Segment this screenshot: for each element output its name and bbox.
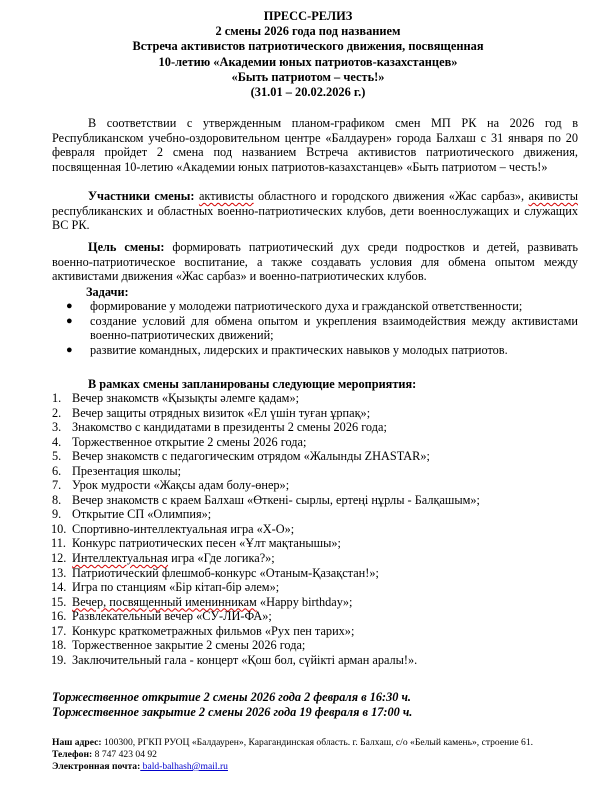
participants-text-2: республиканских и областных военно-патриотических клубов, дети военнослужащих и служащих ВС РК. bbox=[52, 203, 578, 233]
event-number: 18. bbox=[51, 638, 67, 653]
email-line bbox=[52, 761, 533, 773]
participants-text-1: областного и городского движения «Жас сарбаз», bbox=[253, 189, 529, 203]
phone-value: 8 747 423 04 92 bbox=[92, 749, 157, 760]
event-text: Знакомство с кандидатами в президенты 2 смены 2026 года; bbox=[72, 420, 387, 435]
list-item bbox=[52, 536, 578, 551]
event-text: Торжественное открытие 2 смены 2026 года; bbox=[72, 434, 307, 449]
event-number: 8. bbox=[52, 492, 62, 507]
event-text: Патриотический флешмоб-конкурс «Отаным-Қазақстан!»; bbox=[72, 565, 379, 580]
event-text: Заключительный гала - концерт «Қош бол, сүйікті арман аралы!». bbox=[72, 652, 418, 667]
event-number: 11. bbox=[51, 536, 66, 551]
events-list bbox=[52, 391, 578, 667]
event-text: Презентация школы; bbox=[72, 463, 182, 478]
list-item bbox=[52, 478, 578, 493]
header-title: ПРЕСС-РЕЛИЗ bbox=[263, 9, 353, 23]
list-item bbox=[52, 638, 578, 653]
event-text-flagged: Интеллектуальная bbox=[72, 551, 169, 566]
list-item bbox=[52, 595, 578, 610]
event-number: 1. bbox=[52, 391, 62, 405]
closing-ceremony-time: Торжественное закрытие 2 смены 2026 года 19 февраля в 17:00 ч. bbox=[52, 704, 413, 719]
event-text: Конкурс краткометражных фильмов «Рух пен тарих»; bbox=[72, 623, 355, 638]
list-item bbox=[52, 464, 578, 479]
event-number: 5. bbox=[52, 449, 62, 464]
event-text: Вечер знакомств «Қызықты әлемге қадам»; bbox=[72, 391, 300, 405]
phone-line bbox=[52, 749, 533, 761]
event-number: 6. bbox=[52, 463, 62, 478]
event-text-flagged: Вечер, посвященный именинникам bbox=[72, 594, 257, 609]
participants-word-activists-2: акивисты bbox=[528, 189, 578, 203]
list-item bbox=[52, 653, 578, 668]
list-item bbox=[52, 566, 578, 581]
list-item bbox=[52, 551, 578, 566]
contact-footer bbox=[52, 737, 533, 773]
bullet-icon: ● bbox=[66, 314, 73, 327]
tasks-list bbox=[62, 299, 578, 357]
task-text: создание условий для обмена опытом и укрепления взаимодействия между активистами военно-патриотических движений; bbox=[90, 313, 578, 343]
list-item bbox=[52, 609, 578, 624]
header-motto: «Быть патриотом – честь!» bbox=[231, 69, 385, 84]
address-value: 100300, РГКП РУОЦ «Балдаурен», Карагандинская область. г. Балхаш, с/о «Белый камень», строение 61. bbox=[101, 737, 534, 748]
event-text: Вечер знакомств с краем Балхаш «Өткені- сырлы, ертеңі нұрлы - Балқашым»; bbox=[72, 492, 480, 507]
task-text: формирование у молодежи патриотического духа и гражданской ответственности; bbox=[90, 299, 523, 313]
event-number: 13. bbox=[51, 565, 67, 580]
opening-ceremony-time: Торжественное открытие 2 смены 2026 года 2 февраля в 16:30 ч. bbox=[52, 690, 411, 704]
list-item bbox=[52, 391, 578, 406]
tasks-title: Задачи: bbox=[86, 285, 129, 299]
event-text: Вечер защиты отрядных визиток «Ел үшін туған ұрпақ»; bbox=[72, 405, 371, 420]
header-academy: 10-летию «Академии юных патриотов-казахстанцев» bbox=[158, 54, 458, 69]
event-text: Спортивно-интеллектуальная игра «Х-О»; bbox=[72, 521, 295, 536]
phone-label: Телефон: bbox=[52, 749, 93, 760]
event-text: игра «Где логика?»; bbox=[168, 551, 275, 566]
list-item bbox=[62, 343, 578, 358]
event-number: 4. bbox=[52, 434, 62, 449]
participants-paragraph bbox=[52, 189, 578, 233]
event-number: 14. bbox=[51, 580, 67, 595]
task-text: развитие командных, лидерских и практических навыков у молодых патриотов. bbox=[90, 342, 508, 357]
event-text: Игра по станциям «Бір кітап-бір әлем»; bbox=[72, 580, 280, 595]
participants-word-activists: активисты bbox=[198, 189, 254, 203]
event-text: Открытие СП «Олимпия»; bbox=[72, 507, 212, 522]
event-text: Конкурс патриотических песен «Ұлт мақтанышы»; bbox=[72, 536, 341, 551]
list-item bbox=[52, 435, 578, 450]
list-item bbox=[52, 493, 578, 508]
participants-label: Участники смены: bbox=[88, 189, 195, 203]
address-line bbox=[52, 737, 533, 749]
event-text: Вечер знакомств с педагогическим отрядом «Жалынды ZHASTAR»; bbox=[72, 449, 430, 464]
event-number: 9. bbox=[52, 507, 62, 522]
event-number: 16. bbox=[51, 609, 67, 624]
list-item bbox=[52, 624, 578, 639]
goal-label: Цель смены: bbox=[88, 240, 165, 254]
goal-paragraph bbox=[52, 240, 578, 284]
header-event-name: Встреча активистов патриотического движения, посвященная bbox=[132, 39, 484, 54]
address-label: Наш адрес: bbox=[52, 737, 102, 748]
list-item bbox=[52, 580, 578, 595]
list-item bbox=[52, 420, 578, 435]
event-text: Торжественное закрытие 2 смены 2026 года; bbox=[72, 638, 306, 653]
event-number: 15. bbox=[51, 594, 67, 609]
event-text: «Happy birthday»; bbox=[256, 594, 353, 609]
email-link[interactable]: bald-balhash@mail.ru bbox=[140, 761, 228, 772]
header-dates: (31.01 – 20.02.2026 г.) bbox=[250, 85, 366, 100]
event-number: 7. bbox=[52, 478, 62, 493]
list-item bbox=[52, 522, 578, 537]
list-item bbox=[62, 299, 578, 314]
email-label: Электронная почта: bbox=[52, 761, 141, 772]
event-number: 3. bbox=[52, 420, 62, 435]
event-text: Развлекательный вечер «СУ-ЛИ-ФА»; bbox=[72, 609, 272, 624]
list-item bbox=[52, 449, 578, 464]
bullet-icon: ● bbox=[66, 343, 73, 356]
list-item bbox=[52, 406, 578, 421]
header-subtitle: 2 смены 2026 года под названием bbox=[215, 24, 401, 39]
event-number: 12. bbox=[51, 551, 67, 566]
event-number: 19. bbox=[51, 652, 67, 667]
event-number: 10. bbox=[51, 521, 67, 536]
press-release-header bbox=[48, 9, 568, 100]
goal-text: формировать патриотический дух среди подростков и детей, развивать военно-патриотическое воспитание, а также создавать условия для обмена опытом между активистами движения «Жас сарбаз» и военно-патриотических клубов. bbox=[52, 240, 578, 284]
event-text: Урок мудрости «Жақсы адам болу-өнер»; bbox=[72, 478, 290, 493]
ceremony-times bbox=[52, 690, 412, 719]
event-number: 17. bbox=[51, 623, 67, 638]
intro-paragraph: В соответствии с утвержденным планом-графиком смен МП РК на 2026 год в Республиканском учебно-оздоровительном центре «Балдаурен» города Балхаш с 31 января по 20 февраля пройдет 2 смена под названием Встреча активистов патриотического движения, посвященная 10-летию «Академии юных патриотов-казахстанцев» «Быть патриотом – честь!» bbox=[52, 116, 578, 174]
event-number: 2. bbox=[52, 405, 62, 420]
list-item bbox=[52, 507, 578, 522]
events-title: В рамках смены запланированы следующие мероприятия: bbox=[88, 377, 417, 391]
bullet-icon: ● bbox=[66, 300, 73, 312]
list-item bbox=[62, 314, 578, 343]
